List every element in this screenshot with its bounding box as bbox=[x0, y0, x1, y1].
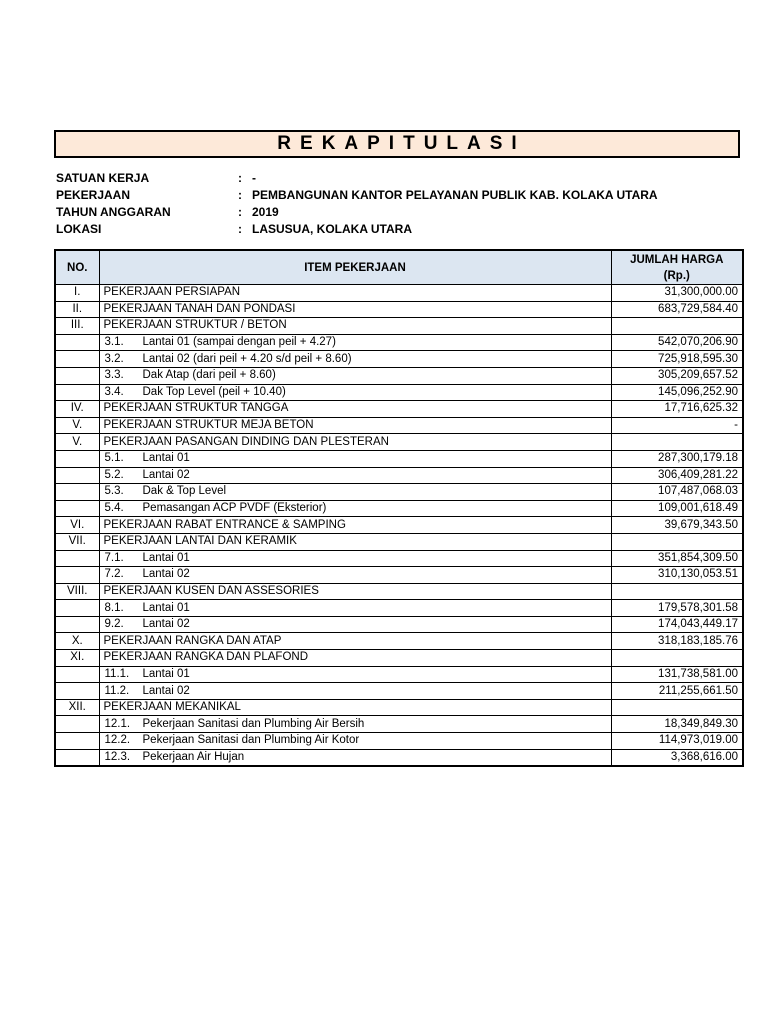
row-subnumber: 11.1. bbox=[104, 667, 130, 680]
row-number bbox=[55, 500, 99, 517]
row-item bbox=[99, 401, 611, 418]
row-item bbox=[99, 367, 611, 384]
table-row bbox=[55, 450, 743, 467]
row-number: VII. bbox=[55, 533, 99, 550]
row-price: 145,096,252.90 bbox=[611, 384, 743, 401]
recap-table bbox=[54, 249, 744, 767]
table-row bbox=[55, 351, 743, 368]
info-colon: : bbox=[238, 188, 242, 202]
row-price bbox=[611, 533, 743, 550]
table-row bbox=[55, 285, 743, 302]
table-row bbox=[55, 384, 743, 401]
row-price bbox=[611, 434, 743, 451]
row-item-label: PEKERJAAN TANAH DAN PONDASI bbox=[103, 302, 296, 315]
row-item bbox=[99, 683, 611, 700]
table-row bbox=[55, 567, 743, 584]
table-row bbox=[55, 417, 743, 434]
info-value: - bbox=[252, 171, 256, 185]
row-number bbox=[55, 683, 99, 700]
header-price-line2: (Rp.) bbox=[663, 269, 690, 282]
info-label: SATUAN KERJA bbox=[56, 171, 150, 185]
row-subnumber: 12.1. bbox=[104, 717, 131, 730]
row-number: X. bbox=[55, 633, 99, 650]
row-subnumber: 5.1. bbox=[104, 452, 124, 465]
row-price: 211,255,661.50 bbox=[611, 683, 743, 700]
row-item-label: PEKERJAAN PERSIAPAN bbox=[103, 286, 241, 299]
row-item-label: Lantai 02 bbox=[142, 684, 190, 697]
row-item bbox=[99, 500, 611, 517]
row-item-label: Pekerjaan Sanitasi dan Plumbing Air Kotor bbox=[142, 734, 360, 747]
row-item bbox=[99, 318, 611, 335]
row-price: 114,973,019.00 bbox=[611, 733, 743, 750]
info-colon: : bbox=[238, 222, 242, 236]
row-subnumber: 3.4. bbox=[104, 385, 124, 398]
row-price: 542,070,206.90 bbox=[611, 334, 743, 351]
row-number bbox=[55, 733, 99, 750]
row-number bbox=[55, 367, 99, 384]
row-number bbox=[55, 567, 99, 584]
row-item-label: Lantai 01 bbox=[142, 452, 190, 465]
row-item-label: Lantai 02 (dari peil + 4.20 s/d peil + 8.60) bbox=[142, 352, 352, 365]
row-item bbox=[99, 550, 611, 567]
row-item bbox=[99, 650, 611, 667]
row-item bbox=[99, 749, 611, 766]
row-price bbox=[611, 318, 743, 335]
row-item-label: Dak & Top Level bbox=[142, 485, 227, 498]
title-box bbox=[54, 130, 740, 158]
row-item-label: PEKERJAAN STRUKTUR / BETON bbox=[103, 319, 287, 332]
row-item bbox=[99, 351, 611, 368]
table-row bbox=[55, 533, 743, 550]
row-number bbox=[55, 749, 99, 766]
row-price: 107,487,068.03 bbox=[611, 484, 743, 501]
row-subnumber: 3.1. bbox=[104, 336, 124, 349]
info-row-satuan-kerja bbox=[56, 170, 756, 187]
info-label: LOKASI bbox=[56, 222, 102, 236]
row-price: 18,349,849.30 bbox=[611, 716, 743, 733]
table-row bbox=[55, 633, 743, 650]
row-subnumber: 3.3. bbox=[104, 369, 124, 382]
header-price bbox=[611, 250, 743, 285]
row-subnumber: 5.2. bbox=[104, 468, 124, 481]
row-number: XII. bbox=[55, 699, 99, 716]
row-number bbox=[55, 384, 99, 401]
row-number: V. bbox=[55, 417, 99, 434]
table-row bbox=[55, 749, 743, 766]
table-row bbox=[55, 318, 743, 335]
row-number: XI. bbox=[55, 650, 99, 667]
row-item bbox=[99, 666, 611, 683]
row-item bbox=[99, 450, 611, 467]
row-price: 310,130,053.51 bbox=[611, 567, 743, 584]
row-price: 3,368,616.00 bbox=[611, 749, 743, 766]
table-row bbox=[55, 616, 743, 633]
info-colon: : bbox=[238, 171, 242, 185]
row-item bbox=[99, 434, 611, 451]
row-price: 351,854,309.50 bbox=[611, 550, 743, 567]
row-subnumber: 7.2. bbox=[104, 568, 124, 581]
row-price bbox=[611, 699, 743, 716]
row-item-label: PEKERJAAN STRUKTUR TANGGA bbox=[103, 402, 289, 415]
row-price: 179,578,301.58 bbox=[611, 600, 743, 617]
table-header-row bbox=[55, 250, 743, 285]
table-row bbox=[55, 434, 743, 451]
row-item bbox=[99, 633, 611, 650]
row-price: 287,300,179.18 bbox=[611, 450, 743, 467]
row-item-label: Lantai 02 bbox=[142, 618, 190, 631]
row-item-label: Lantai 01 bbox=[142, 551, 190, 564]
row-number: VIII. bbox=[55, 583, 99, 600]
row-subnumber: 11.2. bbox=[104, 684, 130, 697]
table-row bbox=[55, 733, 743, 750]
row-item-label: PEKERJAAN PASANGAN DINDING DAN PLESTERAN bbox=[103, 435, 389, 448]
row-item-label: Lantai 01 (sampai dengan peil + 4.27) bbox=[142, 336, 336, 349]
info-colon: : bbox=[238, 205, 242, 219]
row-price: 306,409,281.22 bbox=[611, 467, 743, 484]
row-item bbox=[99, 334, 611, 351]
row-number: VI. bbox=[55, 517, 99, 534]
row-number bbox=[55, 334, 99, 351]
info-value: PEMBANGUNAN KANTOR PELAYANAN PUBLIK KAB. KOLAKA UTARA bbox=[252, 188, 658, 202]
row-number bbox=[55, 600, 99, 617]
row-item bbox=[99, 567, 611, 584]
row-number bbox=[55, 351, 99, 368]
row-price: 131,738,581.00 bbox=[611, 666, 743, 683]
table-row bbox=[55, 583, 743, 600]
row-item bbox=[99, 384, 611, 401]
row-item bbox=[99, 533, 611, 550]
row-number bbox=[55, 716, 99, 733]
table-row bbox=[55, 550, 743, 567]
row-item-label: Lantai 01 bbox=[142, 667, 190, 680]
row-item bbox=[99, 716, 611, 733]
table-body bbox=[55, 285, 743, 767]
table-row bbox=[55, 367, 743, 384]
row-item-label: Dak Atap (dari peil + 8.60) bbox=[142, 369, 276, 382]
row-subnumber: 7.1. bbox=[104, 551, 124, 564]
info-label: TAHUN ANGGARAN bbox=[56, 205, 171, 219]
table-row bbox=[55, 500, 743, 517]
row-item bbox=[99, 699, 611, 716]
row-item-label: Pekerjaan Air Hujan bbox=[142, 750, 245, 763]
row-subnumber: 3.2. bbox=[104, 352, 124, 365]
row-price bbox=[611, 650, 743, 667]
row-subnumber: 9.2. bbox=[104, 618, 124, 631]
page-title: REKAPITULASI bbox=[277, 133, 526, 154]
row-price: 305,209,657.52 bbox=[611, 367, 743, 384]
table-row bbox=[55, 517, 743, 534]
info-value: 2019 bbox=[252, 205, 279, 219]
row-item bbox=[99, 583, 611, 600]
row-item-label: PEKERJAAN STRUKTUR MEJA BETON bbox=[103, 419, 314, 432]
row-item-label: Lantai 02 bbox=[142, 468, 190, 481]
row-price: 17,716,625.32 bbox=[611, 401, 743, 418]
row-item-label: Lantai 02 bbox=[142, 568, 190, 581]
row-subnumber: 12.3. bbox=[104, 750, 131, 763]
row-price: 39,679,343.50 bbox=[611, 517, 743, 534]
row-number bbox=[55, 616, 99, 633]
row-item-label: Pekerjaan Sanitasi dan Plumbing Air Bersih bbox=[142, 717, 365, 730]
header-price-line1: JUMLAH HARGA bbox=[630, 253, 724, 266]
info-label: PEKERJAAN bbox=[56, 188, 131, 202]
row-subnumber: 5.3. bbox=[104, 485, 124, 498]
row-item bbox=[99, 417, 611, 434]
header-no: NO. bbox=[55, 250, 99, 285]
table-row bbox=[55, 716, 743, 733]
row-number: III. bbox=[55, 318, 99, 335]
row-price: 318,183,185.76 bbox=[611, 633, 743, 650]
table-row bbox=[55, 600, 743, 617]
row-number: II. bbox=[55, 301, 99, 318]
row-price: - bbox=[611, 417, 743, 434]
row-item bbox=[99, 616, 611, 633]
row-item-label: PEKERJAAN RABAT ENTRANCE & SAMPING bbox=[103, 518, 346, 531]
info-value: LASUSUA, KOLAKA UTARA bbox=[252, 222, 412, 236]
row-item-label: PEKERJAAN KUSEN DAN ASSESORIES bbox=[103, 584, 319, 597]
row-number bbox=[55, 467, 99, 484]
header-item: ITEM PEKERJAAN bbox=[99, 250, 611, 285]
row-item-label: Lantai 01 bbox=[142, 601, 190, 614]
info-row-lokasi bbox=[56, 221, 756, 238]
table-row bbox=[55, 666, 743, 683]
row-item bbox=[99, 285, 611, 302]
row-subnumber: 12.2. bbox=[104, 734, 131, 747]
row-item-label: PEKERJAAN MEKANIKAL bbox=[103, 701, 241, 714]
info-row-tahun-anggaran bbox=[56, 204, 756, 221]
table-row bbox=[55, 401, 743, 418]
row-number: V. bbox=[55, 434, 99, 451]
row-subnumber: 5.4. bbox=[104, 502, 124, 515]
table-row bbox=[55, 334, 743, 351]
row-number bbox=[55, 550, 99, 567]
table-row bbox=[55, 683, 743, 700]
row-item bbox=[99, 484, 611, 501]
row-number: IV. bbox=[55, 401, 99, 418]
row-item-label: Dak Top Level (peil + 10.40) bbox=[142, 385, 286, 398]
table-row bbox=[55, 699, 743, 716]
table-row bbox=[55, 650, 743, 667]
row-item-label: PEKERJAAN RANGKA DAN ATAP bbox=[103, 634, 282, 647]
row-item-label: PEKERJAAN RANGKA DAN PLAFOND bbox=[103, 651, 308, 664]
row-number bbox=[55, 666, 99, 683]
row-item-label: Pemasangan ACP PVDF (Eksterior) bbox=[142, 502, 327, 515]
info-row-pekerjaan bbox=[56, 187, 756, 204]
row-number bbox=[55, 484, 99, 501]
row-subnumber: 8.1. bbox=[104, 601, 124, 614]
row-number: I. bbox=[55, 285, 99, 302]
row-item-label: PEKERJAAN LANTAI DAN KERAMIK bbox=[103, 535, 297, 548]
row-price bbox=[611, 583, 743, 600]
row-price: 31,300,000.00 bbox=[611, 285, 743, 302]
row-item bbox=[99, 517, 611, 534]
row-item bbox=[99, 600, 611, 617]
table-row bbox=[55, 484, 743, 501]
project-info bbox=[56, 170, 756, 238]
row-item bbox=[99, 467, 611, 484]
table-row bbox=[55, 467, 743, 484]
row-item bbox=[99, 733, 611, 750]
row-price: 683,729,584.40 bbox=[611, 301, 743, 318]
row-number bbox=[55, 450, 99, 467]
row-item bbox=[99, 301, 611, 318]
row-price: 174,043,449.17 bbox=[611, 616, 743, 633]
row-price: 109,001,618.49 bbox=[611, 500, 743, 517]
row-price: 725,918,595.30 bbox=[611, 351, 743, 368]
table-row bbox=[55, 301, 743, 318]
